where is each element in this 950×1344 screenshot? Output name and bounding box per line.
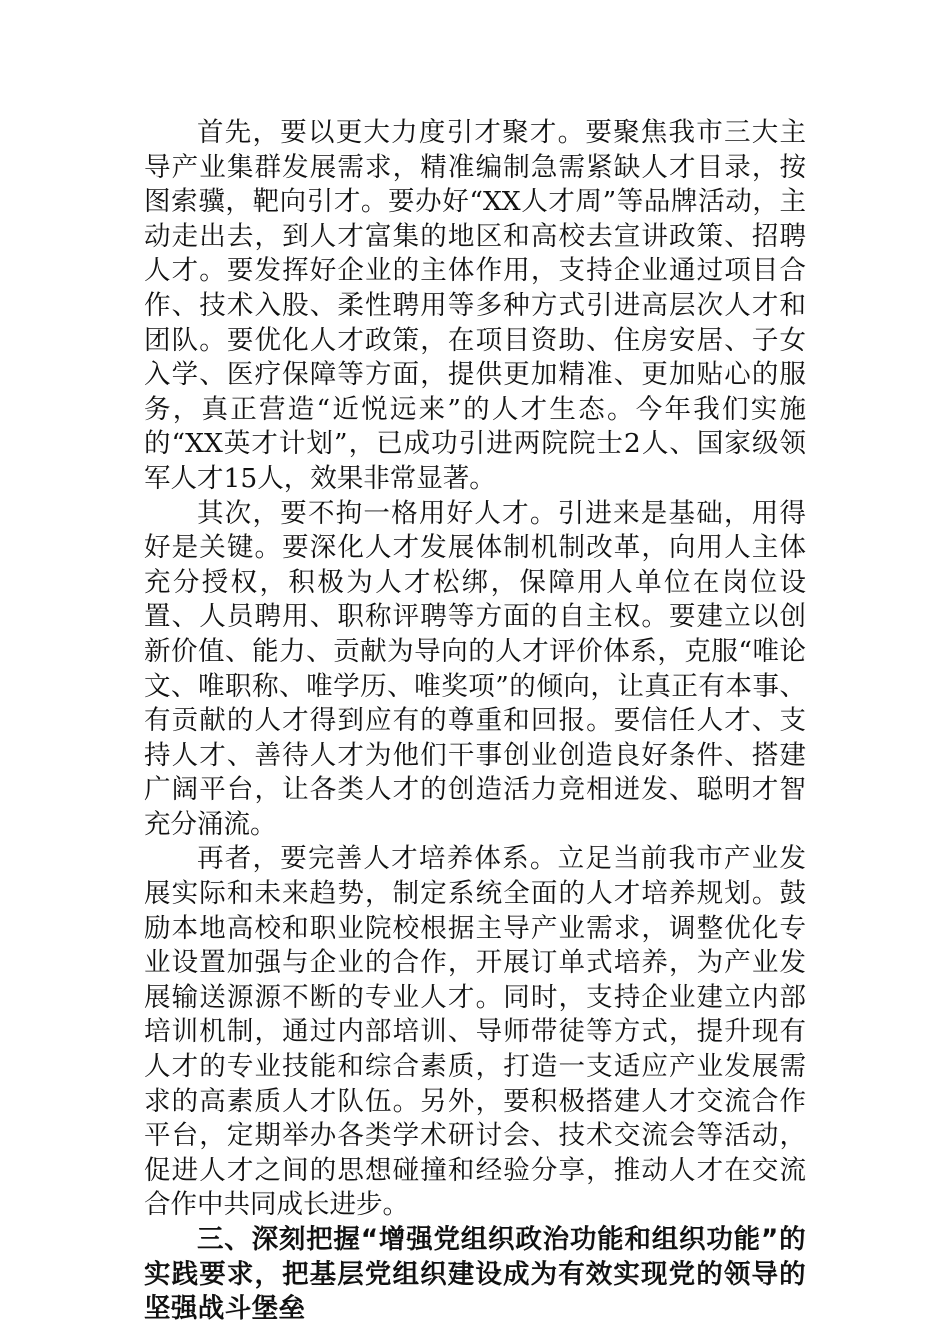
- section-heading: 三、深刻把握“增强党组织政治功能和组织功能”的实践要求，把基层党组织建设成为有效实现党的领导的坚强战斗堡垒: [144, 1224, 806, 1325]
- paragraph-use-talent: 其次，要不拘一格用好人才。引进来是基础，用得好是关键。要深化人才发展体制机制改革，向用人主体充分授权，积极为人才松绑，保障用人单位在岗位设置、人员聘用、职称评聘等方面的自主权。要建立以创新价值、能力、贡献为导向的人才评价体系，克服“唯论文、唯职称、唯学历、唯奖项”的倾向，让真正有本事、有贡献的人才得到应有的尊重和回报。要信任人才、支持人才、善待人才为他们干事创业创造良好条件、搭建广阔平台，让各类人才的创造活力竞相迸发、聪明才智充分涌流。: [144, 497, 806, 840]
- document-page: [144, 116, 806, 1327]
- paragraph-attract-talent: 首先，要以更大力度引才聚才。要聚焦我市三大主导产业集群发展需求，精准编制急需紧缺人才目录，按图索骥，靶向引才。要办好“XX人才周”等品牌活动，主动走出去，到人才富集的地区和高校去宣讲政策、招聘人才。要发挥好企业的主体作用，支持企业通过项目合作、技术入股、柔性聘用等多种方式引进高层次人才和团队。要优化人才政策，在项目资助、住房安居、子女入学、医疗保障等方面，提供更加精准、更加贴心的服务，真正营造“近悦远来”的人才生态。今年我们实施的“XX英才计划”，已成功引进两院院士2人、国家级领军人才15人，效果非常显著。: [144, 117, 806, 494]
- paragraph-train-talent: 再者，要完善人才培养体系。立足当前我市产业发展实际和未来趋势，制定系统全面的人才培养规划。鼓励本地高校和职业院校根据主导产业需求，调整优化专业设置加强与企业的合作，开展订单式培养，为产业发展输送源源不断的专业人才。同时，支持企业建立内部培训机制，通过内部培训、导师带徒等方式，提升现有人才的专业技能和综合素质，打造一支适应产业发展需求的高素质人才队伍。另外，要积极搭建人才交流合作平台，定期举办各类学术研讨会、技术交流会等活动，促进人才之间的思想碰撞和经验分享，推动人才在交流合作中共同成长进步。: [144, 843, 806, 1221]
